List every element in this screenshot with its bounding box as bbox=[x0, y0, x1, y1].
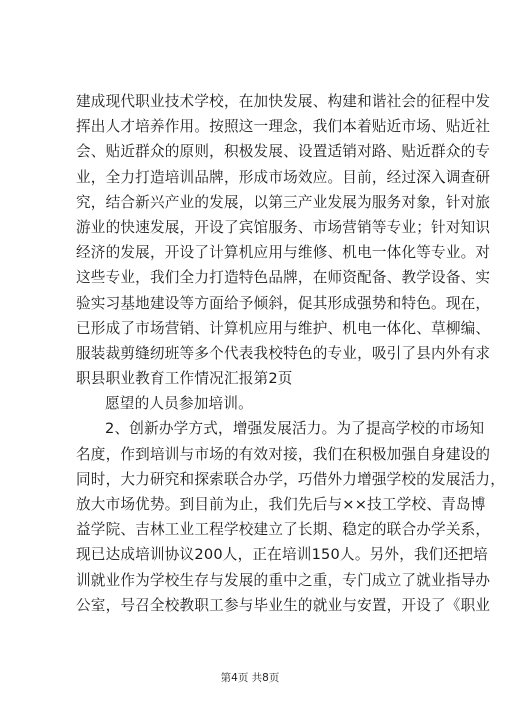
text-line: 训就业作为学校生存与发展的重中之重，专门成立了就业指导办 bbox=[76, 571, 491, 589]
text-line: 已形成了市场营销、计算机应用与维护、机电一体化、草柳编、 bbox=[76, 319, 491, 337]
text-line: 放大市场优势。到目前为止，我们先后与××技工学校、青岛博 bbox=[76, 496, 486, 513]
text-line: 业，全力打造培训品牌，形成市场效应。目前，经过深入调查研 bbox=[76, 168, 491, 186]
text-line: 验实习基地建设等方面给予倾斜，促其形成强势和特色。现在， bbox=[76, 294, 491, 312]
text-line: 经济的发展，开设了计算机应用与维修、机电一体化等专业。对 bbox=[76, 244, 491, 262]
text-line: 会、贴近群众的原则，积极发展、设置适销对路、贴近群众的专 bbox=[76, 143, 491, 161]
text-line: 益学院、吉林工业工程学校建立了长期、稳定的联合办学关系， bbox=[76, 521, 491, 539]
text-line: 同时，大力研究和探索联合办学，巧借外力增强学校的发展活力， bbox=[76, 470, 505, 488]
body-text bbox=[76, 89, 505, 618]
text-line: 名度，作到培训与市场的有效对接，我们在积极加强自身建设的 bbox=[76, 445, 491, 463]
text-line: 职县职业教育工作情况汇报第2页 bbox=[76, 370, 293, 388]
page-footer: 第4页 共8页 bbox=[220, 672, 280, 684]
text-line: 2、创新办学方式，增强发展活力。为了提高学校的市场知 bbox=[105, 420, 485, 438]
text-line: 愿望的人员参加培训。 bbox=[105, 395, 253, 413]
text-line: 挥出人才培养作用。按照这一理念，我们本着贴近市场、贴近社 bbox=[76, 118, 491, 136]
text-line: 游业的快速发展，开设了宾馆服务、市场营销等专业；针对知识 bbox=[76, 218, 491, 236]
text-line: 这些专业，我们全力打造特色品牌，在师资配备、教学设备、实 bbox=[76, 269, 491, 287]
text-line: 公室，号召全校教职工参与毕业生的就业与安置，开设了《职业 bbox=[76, 596, 491, 614]
text-line: 究，结合新兴产业的发展，以第三产业发展为服务对象，针对旅 bbox=[76, 193, 491, 211]
text-line: 建成现代职业技术学校，在加快发展、构建和谐社会的征程中发 bbox=[76, 93, 491, 110]
text-line: 现已达成培训协议200人，正在培训150人。另外，我们还把培 bbox=[76, 546, 488, 564]
text-line: 服装裁剪缝纫班等多个代表我校特色的专业，吸引了县内外有求 bbox=[76, 344, 491, 362]
